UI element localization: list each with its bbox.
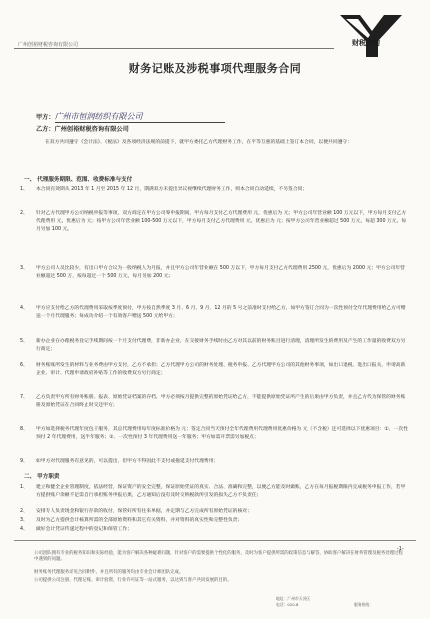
- footer-note: 公司提供公司注册、代理记账、审计验资、行业许可证等一站式服务，以达到与客户共同发展的目的。: [34, 578, 232, 583]
- item-text: 及时为乙方提供会计核算所需的全部原始资料和其它有关资料，并对资料的真实性和完整性负责；: [36, 518, 243, 523]
- party-a-line: [36, 111, 225, 123]
- section-1-item: [20, 210, 408, 233]
- item-text: 新办企业在办理税务登记手续期间按一个月支付代理费，非新办企业，在交接财务手续时由乙方对其以前的财务账目进行清理，清理所发生的费用及产生的工作量的收费双方另行商定；: [36, 339, 406, 352]
- item-text: 如甲方对代理服务有意见的，可以提出，但甲方不得因此不支付或拖延支付代理费用；: [36, 459, 219, 464]
- item-number: 1、: [20, 187, 28, 192]
- section-1-heading: 一、 代理服务期限、范围、收费标准与支付: [24, 177, 133, 183]
- item-number: 7、: [20, 395, 28, 400]
- section-1-item: [20, 338, 408, 354]
- section-1-item: [20, 186, 408, 194]
- section-2-item: [20, 508, 408, 516]
- footer-note: 公司团队拥有专业的税务知识和实际经验，能为客户解决各种疑难问题，针对客户的需要提供个性化的服务，及时为客户提供所需的政策信息与解答，协助客户解决在财务管理及税务处理过程中遇到的问题。: [34, 551, 403, 562]
- item-text: 甲方公司人员比较少，有出口甲方合议为一般纳税人为月报，并且甲方公司年营业额在 500 万以下，甲方每月支付乙方代理费用 2500 元，优惠后为 2000 元；甲方公司年营业额超过 500 万，按每超过一个 500 万元，每月另加 200 元；: [36, 266, 405, 279]
- section-2-item: [20, 484, 408, 500]
- intro-paragraph: 在双方共同遵守《会计法》、《税法》及各项经济法规的前提下，就甲方委托乙方代理财务工作，在平等互惠的基础上签订本合同，以便共同遵守：: [45, 140, 353, 145]
- section-1-item: [20, 458, 408, 466]
- item-text: 财务账账所发生的材料与业务费由甲方支付，乙方不承担；乙方代理甲方公司的财务处理、税务申报、乙方代理甲方公司的其他财务事项，如出口退税、进出口报关、申请高新企业、审计、代理申请政府补贴等工作的收费双方另行商定；: [36, 363, 406, 376]
- footer-phone: 电话：020-8: [276, 602, 299, 607]
- company-logo-icon: [332, 11, 404, 59]
- section-1-item: [20, 265, 408, 281]
- item-number: 2、: [20, 509, 28, 514]
- section-1-item: [20, 394, 408, 410]
- section-2-heading: 二、 甲方职责: [24, 474, 60, 480]
- footer-rule: [14, 540, 416, 541]
- page-number: -1-: [397, 546, 404, 552]
- header-rule: [14, 48, 334, 49]
- logo-caption: 财税咨询: [352, 39, 380, 47]
- item-number: 9、: [20, 459, 28, 464]
- section-2-item: [20, 517, 408, 525]
- party-b-name: 广州创裕财税咨询有限公司: [54, 126, 129, 133]
- item-number: 3、: [20, 518, 28, 523]
- section-1-item: [20, 426, 408, 442]
- item-text: 做好会计凭证传递过程中的登记和保管工作；: [36, 527, 132, 532]
- item-number: 8、: [20, 427, 28, 432]
- item-text: 建立和健全企业管理制度，依法经营，保证资产的安全完整，保证原始凭证的真实、合法、准确和完整，以便乙方能及时做账，乙方在每月报税期限内完成税务申报工作，若甲方提供账户余额不足需自行承担账务申报后果，乙方通知后没有及时交纳税款所引发的损失乙方不负责任；: [36, 485, 406, 498]
- item-text: 甲方如选择税务代理年度包干服务，其总代理费用每年度标准价格为 元；签定合同当天预付全年代理费用代理费用优惠价格为 元（不含税）还可选择以下优惠项目：①、一次性预付 2 年代理费用，送半年服务；②、一次性预付 3 年代理费用送一年服务；甲方如需开票需另加税点；: [36, 427, 408, 440]
- item-text: 针对乙方代理甲方公司纳税申报等事项，双方商定在甲方公司零申报期间，甲方每月支付乙方代理费用 元，优惠后为 元；甲方公司年营业额 100 万元以下，甲方每月支付乙方代理费用 元，优惠后为 元；按甲方公司年营业额 100-500 万元以下，甲方每月支付乙方代理费用 元，优惠后为 元；按甲方公司年营业额超过 500 万元，每超 300 万元，每月另加 100 元。: [36, 211, 407, 232]
- item-number: 2、: [20, 211, 28, 216]
- footer-hotline: 服务热线：: [354, 602, 373, 607]
- section-2-item: [20, 526, 408, 534]
- section-1-item: [20, 305, 408, 321]
- item-number: 3、: [20, 266, 28, 271]
- item-text: 甲方应支付给乙方的代理费用采取按季度预付，甲方按自然季度 3 月、6 月、9 月、12 月的 5 号之前准时支付给乙方，如甲方签订合同为一次性预付全年代理费用给乙方可赠送一个月代理服务；每成功介绍一个有效客户赠送 500 元给甲方；: [36, 306, 406, 319]
- footer-address: 地址：广州市天河区: [276, 596, 311, 601]
- item-number: 4、: [20, 527, 28, 532]
- item-text: 安排专人负责现金和银行存款的收付，保管好所有往来单据，并定期与乙方完成所有原始凭证的核对；: [36, 509, 252, 514]
- header-company-name: 广州创裕财税咨询有限公司: [18, 42, 79, 48]
- section-1-item: [20, 362, 408, 378]
- item-number: 5、: [20, 339, 28, 344]
- footer-contact-bar: [14, 596, 416, 610]
- party-b-line: [36, 124, 129, 133]
- item-number: 6、: [20, 363, 28, 368]
- item-text: 乙方负责甲方所有财务账册、报表、原始凭证档案的存档，甲方必须按月提供完整的原始凭证给乙方，不能提供原始凭证所产生的后果由甲方负责，并且乙方代为保管的财务账册及原始凭证在合同终止时交还甲方；: [36, 395, 406, 408]
- party-b-label: 乙方：: [36, 126, 55, 133]
- item-number: 1、: [20, 485, 28, 490]
- item-number: 4、: [20, 306, 28, 311]
- party-a-label: 甲方：: [36, 114, 55, 121]
- item-text: 本合同有效期从 2013 年 1 月至 2015 年 12 月，期满双方未提出异议视继续代理财务工作，则本合同自动延续，不另签合同；: [36, 187, 308, 192]
- footer-note: 财务账务代理服务详见合同附件，并且所有的服务均由专业会计师团队完成。: [34, 570, 184, 575]
- contract-title: 财务记账及涉税事项代理服务合同: [128, 62, 302, 75]
- party-a-name: 广州市恒润纺织有限公司: [55, 111, 225, 123]
